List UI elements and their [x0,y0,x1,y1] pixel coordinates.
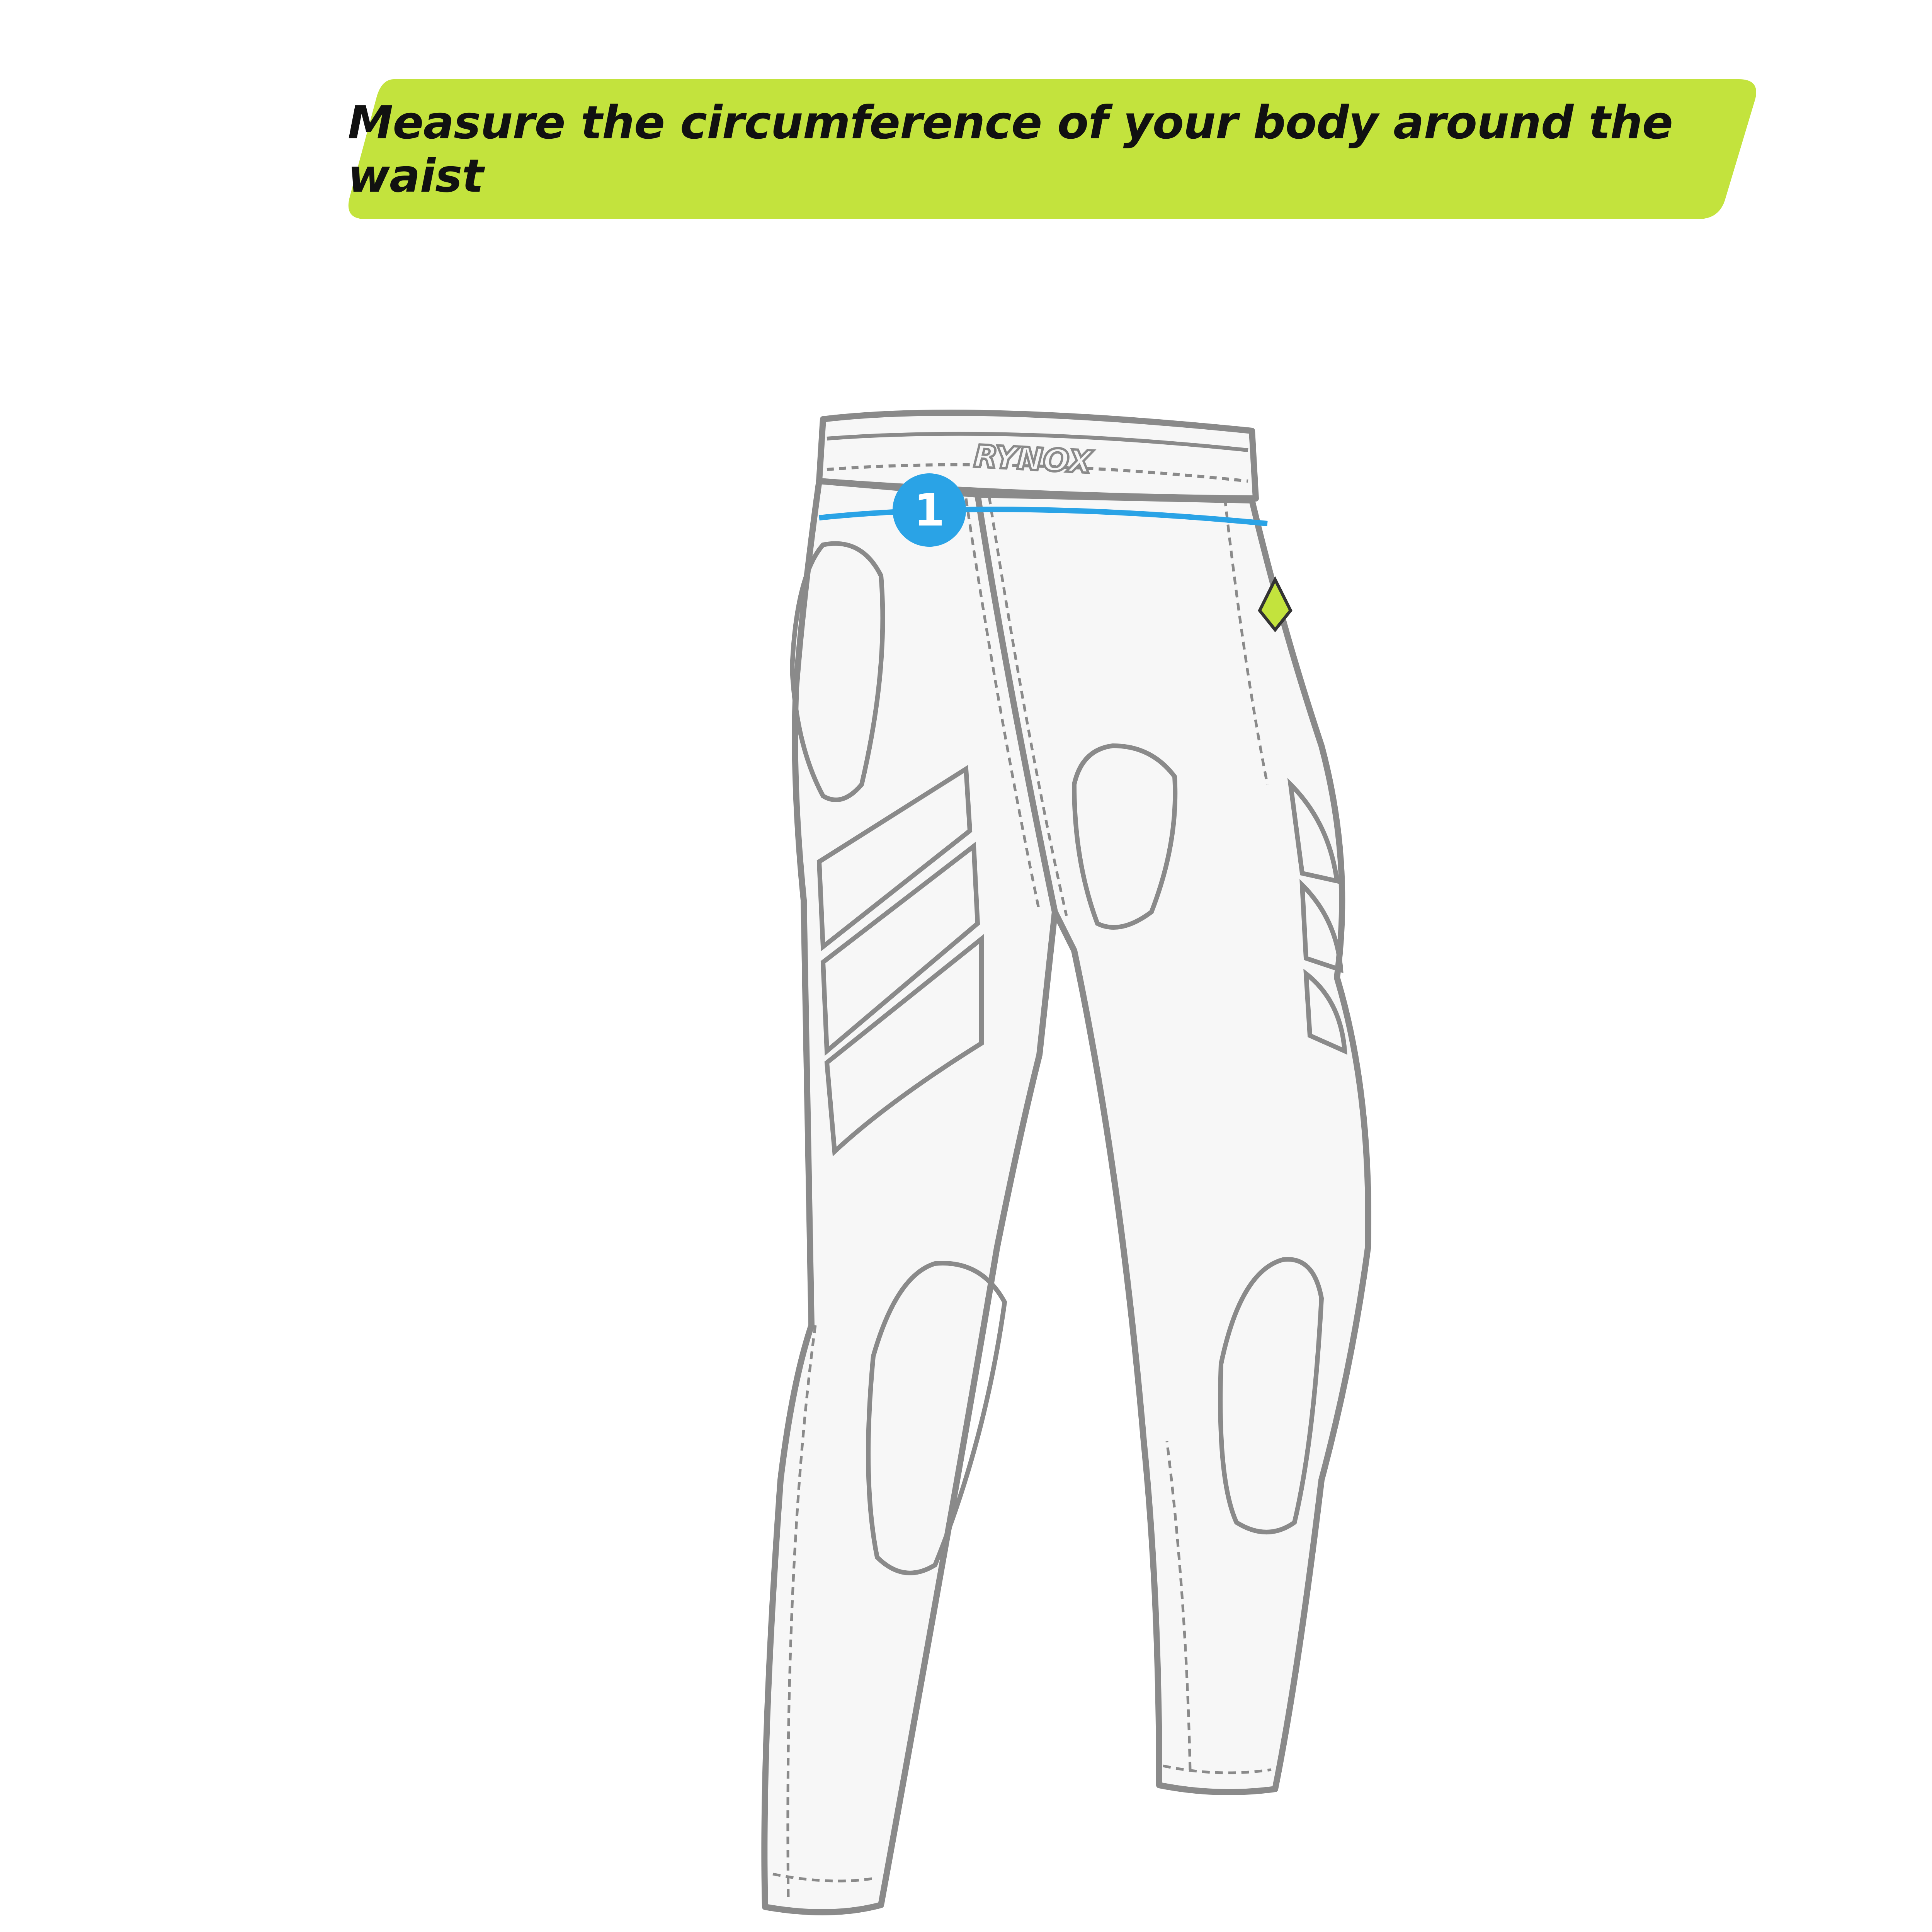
pants-drawing [734,398,1418,1932]
waist-marker-label: 1 [913,485,945,536]
right-leg [978,495,1368,1792]
instruction-banner [348,79,1758,219]
waist-marker [893,473,966,547]
brand-mark: RYNOX [973,438,1093,480]
pants-illustration [734,398,1418,1932]
instruction-text: Measure the circumference of your body around the waist [348,96,1673,202]
